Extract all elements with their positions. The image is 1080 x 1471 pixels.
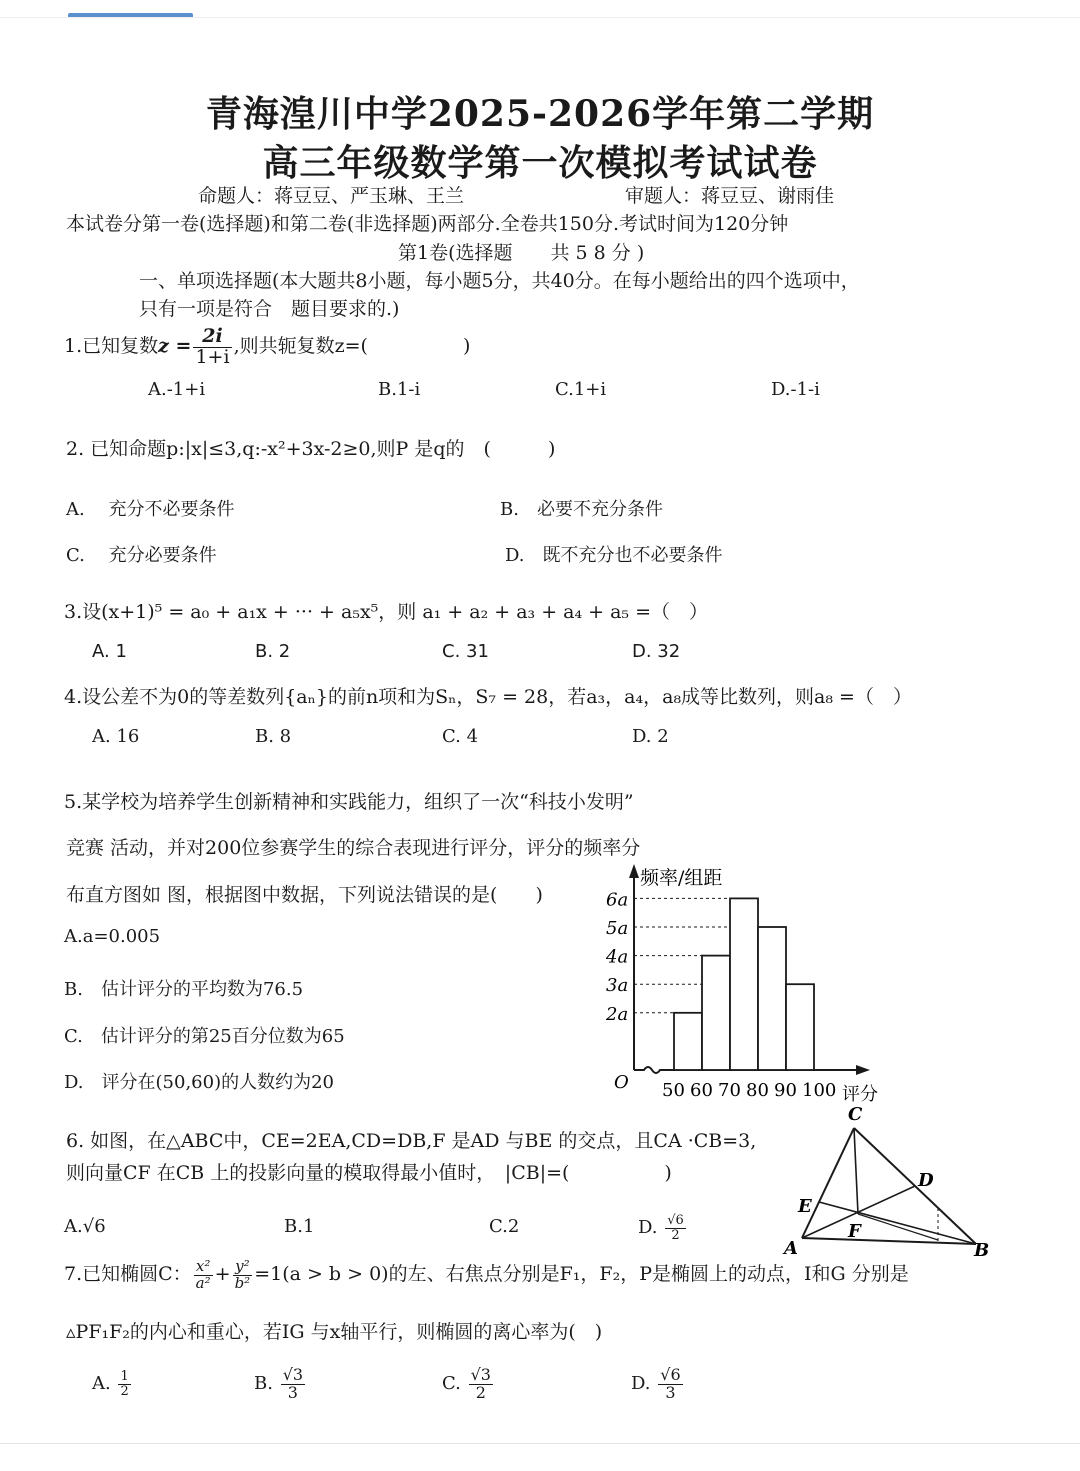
- y-tick-6a: 6a: [606, 889, 629, 911]
- projection-line: [858, 1214, 938, 1240]
- x-axis-arrow: [856, 1065, 870, 1075]
- q1-option-b: B.1-i: [378, 379, 421, 400]
- exam-title-line1: 青海湟川中学2025-2026学年第二学期: [205, 93, 875, 135]
- label-a: A: [784, 1238, 798, 1259]
- label-c: C: [848, 1104, 863, 1125]
- instructions-line1: 一、单项选择题(本大题共8小题，每小题5分，共40分。在每小题给出的四个选项中，: [139, 270, 860, 292]
- q7-option-b-fraction: $\frac{√3}{3}$: [282, 1364, 304, 1402]
- y-tick-3a: 3a: [606, 975, 629, 997]
- side-ab: [802, 1238, 976, 1244]
- question-3-stem: 3.设(x+1)⁵ = a₀ + a₁x + ··· + a₅x⁵，则 a₁ + a₂ + a₃ + a₄ + a₅ =（ ）: [64, 601, 709, 623]
- q6-option-d: D. $\frac{√6}{2}$: [638, 1212, 684, 1243]
- q4-option-b: B. 8: [255, 726, 292, 747]
- q1-fraction: $\frac{2i}{1+i}$: [195, 324, 230, 368]
- y-tick-5a: 5a: [606, 918, 629, 939]
- q7-option-d: D. $\frac{√6}{3}$: [631, 1364, 681, 1402]
- q6-option-d-fraction: $\frac{√6}{2}$: [667, 1212, 684, 1243]
- exam-intro: 本试卷分第一卷(选择题)和第二卷(非选择题)两部分.全卷共150分.考试时间为120分钟: [66, 213, 789, 235]
- question-7-line1: 7.已知椭圆C： $\frac{\text{x²}}{\text{a²}}$ + $\frac{\text{y²}}{\text{b²}}$ =1(a > b > 0)的左、右焦点分别是F₁，F₂，P是椭圆上的动点，I和G 分别是: [64, 1256, 909, 1292]
- q5-option-d: D. 评分在(50,60)的人数约为20: [64, 1072, 334, 1093]
- instructions-line2: 只有一项是符合 题目要求的.): [139, 298, 400, 320]
- q4-option-c: C. 4: [442, 726, 479, 747]
- question-1-stem: 1.已知复数z = $\frac{2i}{1+i}$ ,则共轭复数z=( ): [64, 324, 471, 368]
- q7-option-a: A. $\frac{1}{2}$: [92, 1368, 129, 1399]
- q3-option-c: C. 31: [442, 641, 489, 662]
- q7-option-c: C. $\frac{√3}{2}$: [442, 1364, 491, 1402]
- bar-70-80: [730, 898, 758, 1070]
- origin-label: O: [614, 1072, 629, 1093]
- x-tick-50: 50: [662, 1080, 685, 1101]
- triangle-figure: [778, 1100, 998, 1260]
- segment-cf: [854, 1128, 858, 1214]
- label-f: F: [848, 1221, 861, 1242]
- label-b: B: [974, 1240, 990, 1260]
- q6-option-a: A.√6: [64, 1216, 106, 1237]
- bar-50-60: [674, 1013, 702, 1070]
- q5-option-c: C. 估计评分的第25百分位数为65: [64, 1026, 345, 1047]
- section-heading: 第1卷(选择题 共 5 8 分 ): [398, 242, 645, 264]
- question-7-line2: ▵PF₁F₂的内心和重心，若IG 与x轴平行，则椭圆的离心率为( ): [66, 1321, 603, 1343]
- bar-90-100: [786, 984, 814, 1070]
- bar-60-70: [702, 956, 730, 1070]
- x-axis-label: 评分: [842, 1084, 878, 1105]
- y-axis-label: 频率/组距: [640, 867, 723, 889]
- exam-reviewers: 审题人：蒋豆豆、谢雨佳: [625, 185, 835, 207]
- bar-80-90: [758, 927, 786, 1070]
- side-ca: [802, 1128, 854, 1238]
- q4-option-a: A. 16: [92, 726, 140, 747]
- q6-option-c: C.2: [489, 1216, 520, 1237]
- x-tick-100: 100: [802, 1080, 837, 1101]
- q2-option-c: C. 充分必要条件: [66, 545, 217, 566]
- q2-option-d: D. 既不充分也不必要条件: [505, 545, 723, 566]
- label-e: E: [798, 1196, 812, 1217]
- question-5-line3: 布直方图如 图，根据图中数据，下列说法错误的是( ): [66, 884, 543, 906]
- question-2-stem: 2. 已知命题p:|x|≤3,q:-x²+3x-2≥0,则P 是q的 ( ): [66, 438, 556, 460]
- y-tick-4a: 4a: [606, 946, 629, 968]
- exam-title-line2: 高三年级数学第一次模拟考试试卷: [262, 142, 818, 184]
- question-6-line2: 则向量CF 在CB 上的投影向量的模取得最小值时， |CB|=( ): [66, 1162, 672, 1184]
- q2-option-a: A. 充分不必要条件: [66, 499, 235, 520]
- q3-option-a: A. 1: [92, 641, 127, 662]
- x-tick-90: 90: [774, 1080, 797, 1101]
- q1-option-a: A.-1+i: [148, 379, 206, 400]
- x-tick-60: 60: [690, 1080, 713, 1101]
- y-axis-arrow: [629, 864, 639, 878]
- x-tick-80: 80: [746, 1080, 769, 1101]
- q1-option-c: C.1+i: [555, 379, 607, 400]
- q1-option-d: D.-1-i: [771, 379, 820, 400]
- x-tick-70: 70: [718, 1080, 741, 1101]
- question-4-stem: 4.设公差不为0的等差数列{aₙ}的前n项和为Sₙ，S₇ = 28，若a₃，a₄，a₈成等比数列，则a₈ =（ ）: [64, 686, 912, 708]
- bottom-divider: [0, 1443, 1080, 1444]
- exam-authors: 命题人：蒋豆豆、严玉琳、王兰: [198, 185, 465, 207]
- top-divider: [0, 17, 1080, 18]
- q2-option-b: B. 必要不充分条件: [500, 499, 663, 520]
- q7-fraction-x: $\frac{\text{x²}}{\text{a²}}$: [195, 1256, 211, 1292]
- question-6-line1: 6. 如图，在△ABC中，CE=2EA,CD=DB,F 是AD 与BE 的交点，且CA ·CB=3,: [66, 1130, 757, 1152]
- q7-option-b: B. $\frac{√3}{3}$: [254, 1364, 304, 1402]
- y-tick-2a: 2a: [606, 1003, 629, 1025]
- q7-option-a-fraction: $\frac{1}{2}$: [120, 1368, 129, 1399]
- frequency-histogram: [600, 858, 890, 1108]
- q5-option-b: B. 估计评分的平均数为76.5: [64, 979, 304, 1000]
- q6-option-b: B.1: [284, 1216, 315, 1237]
- q4-option-d: D. 2: [632, 726, 669, 747]
- q7-fraction-y: $\frac{\text{y²}}{\text{b²}}$: [234, 1256, 251, 1292]
- q5-option-a: A.a=0.005: [64, 926, 161, 947]
- label-d: D: [918, 1170, 934, 1191]
- q7-option-c-fraction: $\frac{√3}{2}$: [470, 1364, 491, 1402]
- q3-option-b: B. 2: [255, 641, 291, 662]
- question-5-line1: 5.某学校为培养学生创新精神和实践能力，组织了一次“科技小发明”: [64, 791, 634, 813]
- q7-option-d-fraction: $\frac{√6}{3}$: [660, 1364, 681, 1402]
- question-5-line2: 竞赛 活动，并对200位参赛学生的综合表现进行评分，评分的频率分: [66, 837, 641, 859]
- q3-option-d: D. 32: [632, 641, 681, 662]
- segment-be: [819, 1202, 976, 1244]
